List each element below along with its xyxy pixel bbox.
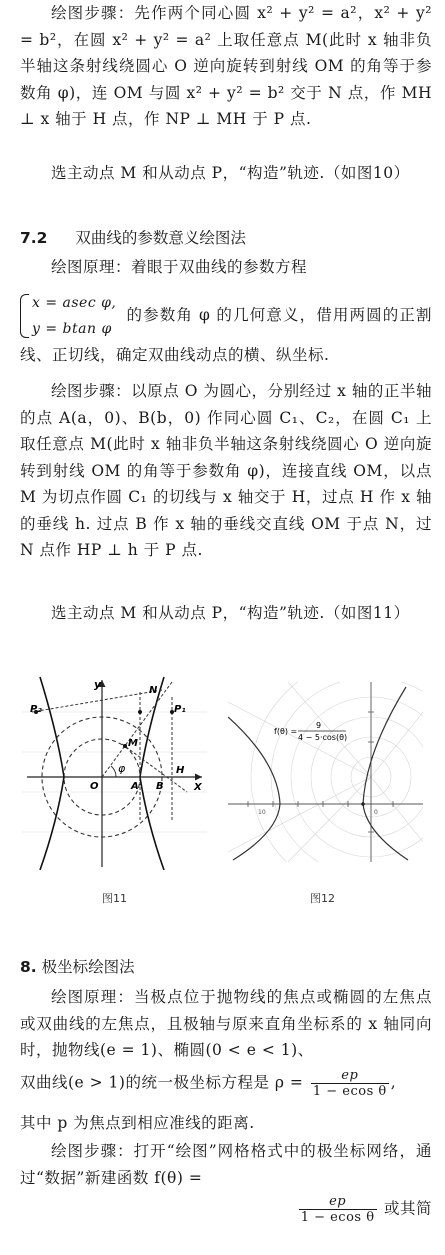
- paragraph-param-equation-line: [20, 290, 432, 369]
- line-np: [32, 690, 162, 712]
- hyperbola-right-branch: [140, 677, 164, 870]
- label-o: O: [90, 781, 99, 792]
- section-heading-8: [20, 954, 135, 980]
- label-b: B: [156, 781, 164, 792]
- point-m: [123, 744, 127, 748]
- polar-fraction-2-num: ep: [299, 1194, 377, 1210]
- section-heading-7-2: [20, 225, 246, 251]
- formula-numerator: 9: [316, 721, 322, 730]
- polar-fraction-den: 1 − ecos θ: [312, 1084, 387, 1099]
- paragraph-construct-locus-fig10: 选主动点 M 和从动点 P，“构造”轨迹.（如图10）: [51, 164, 410, 182]
- caption-fig-12: 图12: [310, 892, 335, 905]
- polar-hyperbola-right: [363, 687, 408, 860]
- caption-fig-11: 图11: [102, 892, 127, 905]
- polar-point: [361, 802, 365, 806]
- section-title: 双曲线的参数意义绘图法: [75, 229, 246, 247]
- paragraph-p-definition: 其中 p 为焦点到相应准线的距离.: [20, 1114, 255, 1132]
- paragraph-polar-steps: 绘图步骤：打开“绘图”网格格式中的极坐标网络，通过“数据”新建函数 f(θ) =: [20, 1142, 432, 1187]
- param-eq-line1: x = asec φ,: [32, 295, 117, 311]
- paragraph-polar-steps-end: [20, 1194, 432, 1225]
- hyperbola-left-branch: [40, 677, 64, 870]
- angle-arc: [111, 766, 116, 777]
- section-8-number: 8.: [20, 958, 37, 976]
- polar-fraction-2: [299, 1194, 377, 1225]
- paragraph-draw-steps-hyperbola: 绘图步骤：以原点 O 为圆心，分别经过 x 轴的正半轴的点 A(a，0)、B(b，0) 作同心圆 C₁、C₂，在圆 C₁ 上取任意点 M(此时 x 轴非负半轴这条射线绕圆心 O 逆向旋转到射线 OM 的角等于参数角 φ)，连接直线 OM，以点 M 为切点作圆 C₁ 的切线与 x 轴交于 H，过点 H 作 x 轴的垂线 h. 过点 B 作 x 轴的垂线交直线 OM 于点 N，过 N 点作 HP ⊥ h 于 P 点.: [20, 382, 432, 559]
- point-n: [138, 710, 142, 714]
- polar-eq-text: 双曲线(e > 1)的统一极坐标方程是 ρ =: [20, 1073, 304, 1092]
- axis-label-origin: 0: [374, 809, 378, 816]
- axis-label-left: 10: [258, 809, 266, 816]
- label-a: A: [131, 781, 139, 792]
- line-om: [102, 682, 172, 777]
- formula-lhs: f(θ) =: [274, 727, 298, 736]
- label-p1: P₁: [174, 704, 186, 715]
- polar-fraction-num: ep: [311, 1068, 389, 1084]
- param-eq-line2: y = btan φ: [32, 321, 112, 337]
- paragraph-construct-locus-fig11: 选主动点 M 和从动点 P，“构造”轨迹.（如图11）: [51, 604, 410, 622]
- label-p2: P₂: [30, 704, 42, 715]
- paragraph-polar-principle: 绘图原理：当极点位于抛物线的焦点或椭圆的左焦点或双曲线的左焦点，且极轴与原来直角坐标系的 x 轴同向时，抛物线(e = 1)、椭圆(0 < e < 1)、: [20, 988, 432, 1059]
- label-y: y: [94, 678, 102, 691]
- principle-text-end: 的参数角 φ 的几何意义，借用两圆的正割线、正切线，确定双曲线动点的横、纵坐标.: [20, 306, 432, 364]
- label-n: N: [149, 685, 158, 696]
- label-phi: φ: [118, 762, 126, 775]
- figure-11-hyperbola-construction: [22, 672, 207, 870]
- polar-fraction: [311, 1068, 389, 1099]
- paragraph-polar-equation: 双曲线(e > 1)的统一极坐标方程是 ρ = $\frac{ep}{\text{1 − ecos θ}}$ ,: [20, 1068, 397, 1099]
- paragraph-draw-steps-ellipse: 绘图步骤：先作两个同心圆 x² + y² = a²，x² + y² = b²，在圆 x² + y² = a² 上取任意点 M(此时 x 轴非负半轴这条射线绕圆心 O 逆向旋转到射线 OM 的角等于参数角 φ)，连 OM 与圆 x² + y² = b² 交于 N 点，作 MH ⊥ x 轴于 H 点，作 NP ⊥ MH 于 P 点.: [20, 4, 432, 128]
- parametric-equation-system: [20, 290, 116, 342]
- formula-denominator: 4 − 5·cos(θ): [298, 733, 348, 742]
- polar-fraction-2-den: 1 − ecos θ: [300, 1210, 375, 1225]
- label-h: H: [176, 765, 185, 776]
- polar-steps-tail: 或其简: [383, 1199, 432, 1218]
- paragraph-principle-hyperbola: [20, 254, 432, 281]
- figure-12-polar-hyperbola: [228, 682, 423, 862]
- principle-text-start: 绘图原理：着眼于双曲线的参数方程: [51, 258, 308, 276]
- section-number: 7.2: [20, 229, 48, 247]
- label-m: M: [128, 738, 138, 749]
- section-8-title: 极坐标绘图法: [41, 958, 135, 976]
- label-x: X: [194, 782, 202, 793]
